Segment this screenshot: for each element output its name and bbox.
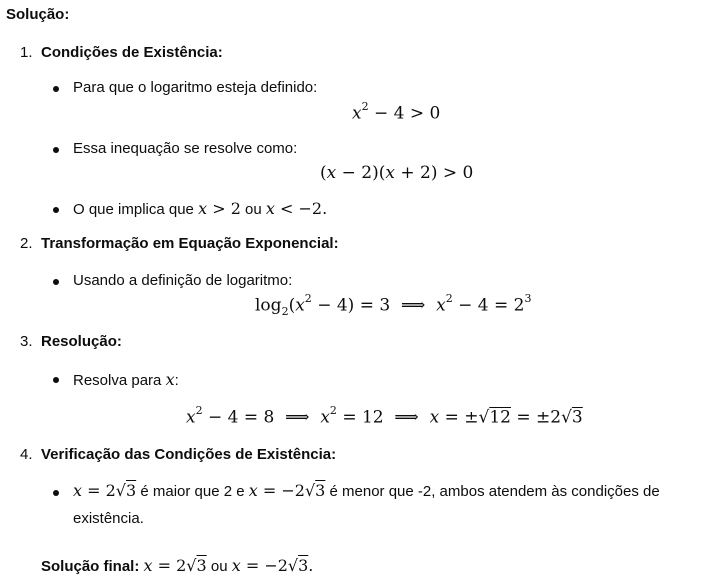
bullet-text: Para que o logaritmo esteja definido:	[73, 79, 318, 96]
bullet-text: Resolva para x:	[73, 370, 179, 389]
heading: Solução:	[6, 6, 70, 23]
bullet-text: x = 2√3 é maior que 2 e x = −2√3 é menor que -2, ambos atendem às condições de	[73, 481, 660, 500]
step-title: Verificação das Condições de Existência:	[41, 446, 337, 463]
step-title: Condições de Existência:	[41, 44, 223, 61]
bullet-dot	[53, 490, 59, 496]
equation: (x − 2)(x + 2) > 0	[320, 163, 474, 183]
bullet-dot	[53, 279, 59, 285]
equation: $x^2 - 4 > 0$	[352, 100, 441, 124]
equation: $x^2 - 4 = 8$ ⟹ $x^2 = 12$ ⟹ x = ±√12 = ±2√3	[186, 404, 583, 428]
bullet-dot	[53, 377, 59, 383]
bullet-text: O que implica que x > 2 ou x < −2.	[73, 199, 328, 218]
step-number: 2.	[20, 235, 33, 252]
step-number: 3.	[20, 333, 33, 350]
step-title: Transformação em Equação Exponencial:	[41, 235, 339, 252]
final-solution: Solução final: x = 2√3 ou x = −2√3.	[41, 556, 314, 575]
bullet-text: Usando a definição de logaritmo:	[73, 272, 293, 289]
bullet-text: Essa inequação se resolve como:	[73, 140, 298, 157]
bullet-dot	[53, 207, 59, 213]
step-title: Resolução:	[41, 333, 122, 350]
bullet-text-continued: existência.	[73, 510, 144, 527]
step-number: 1.	[20, 44, 33, 61]
bullet-dot	[53, 147, 59, 153]
equation: $\log_2(x^2 - 4) = 3$ ⟹ $x^2 - 4 = 2^3$	[255, 292, 532, 319]
step-number: 4.	[20, 446, 33, 463]
bullet-dot	[53, 86, 59, 92]
